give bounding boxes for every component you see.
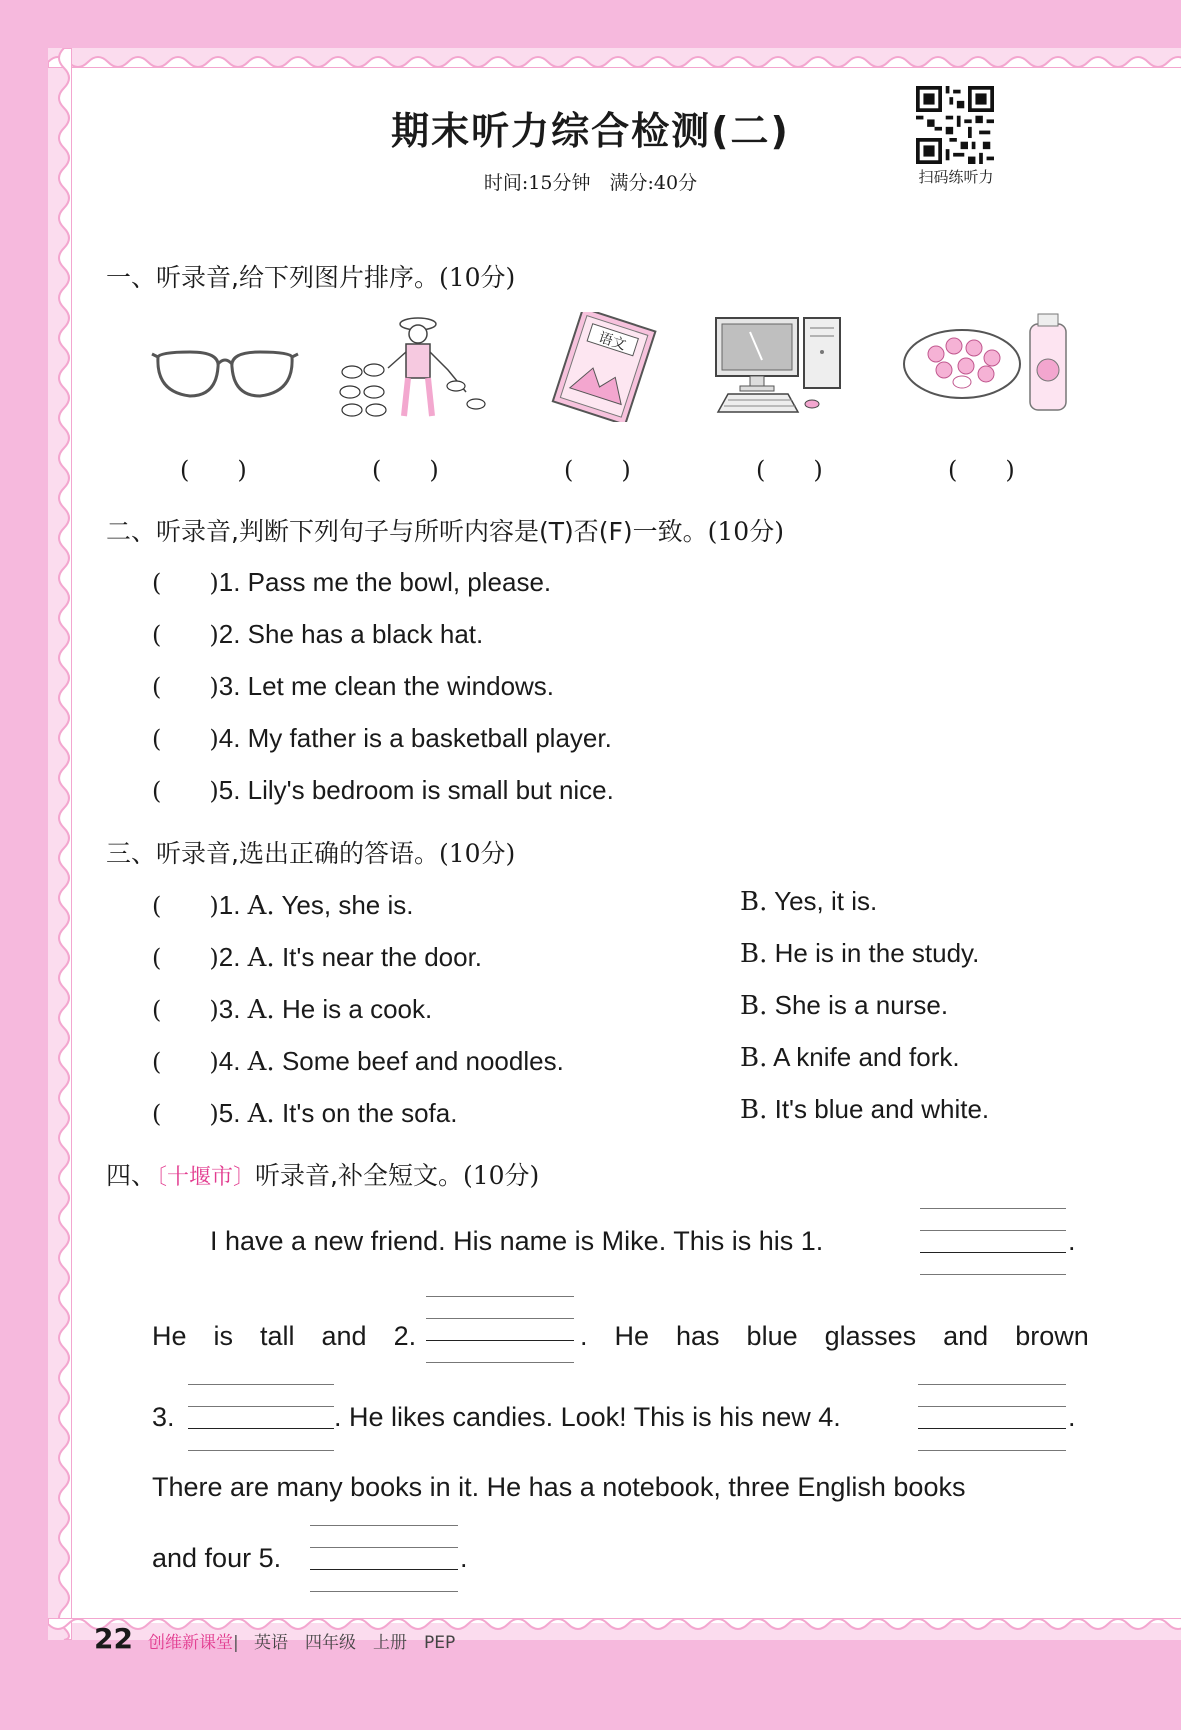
section4-points: (10分) bbox=[462, 1161, 540, 1190]
option-a-letter: A. bbox=[247, 1047, 275, 1077]
answer-blank[interactable]: ( ) bbox=[152, 725, 219, 753]
section4-heading: 四、〔十堰市〕听录音,补全短文。(10分) bbox=[106, 1161, 540, 1190]
passage-line-3b: . He likes candies. Look! This is his new 4. bbox=[334, 1402, 841, 1432]
computer-icon bbox=[714, 312, 854, 422]
answer-blank[interactable]: ( ) bbox=[152, 1100, 219, 1128]
book-cover-text: 语文 bbox=[596, 329, 628, 354]
tf-item: ( )5. Lily's bedroom is small but nice. bbox=[152, 775, 614, 805]
qr-code-icon[interactable] bbox=[916, 86, 994, 164]
answer-line-1[interactable] bbox=[920, 1208, 1066, 1278]
section1-points: (10分) bbox=[438, 263, 516, 292]
option-a-letter: A. bbox=[247, 891, 275, 921]
option-a-letter: A. bbox=[247, 1099, 275, 1129]
period: . bbox=[1068, 1402, 1076, 1432]
wavy-border-left bbox=[46, 48, 72, 1640]
section1-heading bbox=[106, 258, 515, 294]
period: . bbox=[460, 1543, 468, 1573]
option-a-letter: A. bbox=[247, 943, 275, 973]
option-a: It's on the sofa. bbox=[281, 1098, 458, 1128]
answer-blank[interactable]: ( ) bbox=[152, 892, 219, 920]
qr-label: 扫码练听力 bbox=[918, 168, 994, 186]
option-b-letter: B. bbox=[740, 887, 768, 917]
choice-option-b: B. Yes, it is. bbox=[740, 886, 878, 917]
answer-blank[interactable]: ( ) bbox=[152, 944, 219, 972]
passage-line-2b: . He has blue glasses and brown bbox=[580, 1321, 1089, 1351]
section3-title: 三、听录音,选出正确的答语。 bbox=[106, 839, 439, 868]
choice-item: ( )3. A. He is a cook. bbox=[152, 994, 433, 1025]
pic-blank-4[interactable]: ( ) bbox=[756, 456, 823, 484]
option-a: It's near the door. bbox=[281, 942, 483, 972]
answer-line-5[interactable] bbox=[310, 1525, 458, 1595]
option-a: He is a cook. bbox=[281, 994, 433, 1024]
passage-line-3a: 3. bbox=[152, 1402, 175, 1432]
region-tag: 〔十堰市〕 bbox=[156, 1165, 256, 1190]
passage-line-2a: He is tall and 2. bbox=[152, 1321, 417, 1351]
time-score-info: 时间:15分钟 满分:40分 bbox=[483, 172, 698, 194]
choice-item: ( )1. A. Yes, she is. bbox=[152, 890, 414, 921]
farmer-icon bbox=[338, 312, 492, 422]
choice-item: ( )4. A. Some beef and noodles. bbox=[152, 1046, 564, 1077]
pic-blank-2[interactable]: ( ) bbox=[372, 456, 439, 484]
section4-title: 听录音,补全短文。 bbox=[255, 1161, 463, 1190]
pic-blank-1[interactable]: ( ) bbox=[180, 456, 247, 484]
wavy-border-top bbox=[48, 46, 1181, 68]
option-b-letter: B. bbox=[740, 991, 768, 1021]
section3-heading bbox=[106, 834, 515, 870]
book-icon bbox=[548, 312, 664, 422]
pic-blank-5[interactable]: ( ) bbox=[948, 456, 1015, 484]
passage-line-5: and four 5. bbox=[152, 1543, 282, 1573]
answer-line-3[interactable] bbox=[188, 1384, 334, 1454]
answer-blank[interactable]: ( ) bbox=[152, 996, 219, 1024]
brand-name: 创维新课堂| bbox=[148, 1633, 239, 1653]
choice-option-b: B. A knife and fork. bbox=[740, 1042, 960, 1073]
answer-blank[interactable]: ( ) bbox=[152, 673, 219, 701]
passage-line-1: I have a new friend. His name is Mike. This is his 1. bbox=[210, 1226, 824, 1256]
passage-line-4: There are many books in it. He has a notebook, three English books bbox=[152, 1472, 966, 1502]
answer-blank[interactable]: ( ) bbox=[152, 621, 219, 649]
pic-blank-3[interactable]: ( ) bbox=[564, 456, 631, 484]
section2-points: (10分) bbox=[707, 517, 784, 546]
section2-title: 二、听录音,判断下列句子与所听内容是(T)否(F)一致。 bbox=[106, 517, 708, 546]
choice-option-b: B. She is a nurse. bbox=[740, 990, 949, 1021]
period: . bbox=[1068, 1226, 1076, 1256]
option-b-letter: B. bbox=[740, 1043, 768, 1073]
glasses-icon bbox=[150, 312, 300, 422]
tf-item: ( )2. She has a black hat. bbox=[152, 619, 484, 649]
food-icon bbox=[900, 312, 1080, 422]
answer-line-2[interactable] bbox=[426, 1296, 574, 1366]
choice-item: ( )5. A. It's on the sofa. bbox=[152, 1098, 458, 1129]
option-a: Yes, she is. bbox=[281, 890, 414, 920]
option-a: Some beef and noodles. bbox=[281, 1046, 564, 1076]
tf-item: ( )4. My father is a basketball player. bbox=[152, 723, 612, 753]
answer-blank[interactable]: ( ) bbox=[152, 777, 219, 805]
answer-blank[interactable]: ( ) bbox=[152, 569, 219, 597]
answer-blank[interactable]: ( ) bbox=[152, 1048, 219, 1076]
choice-option-b: B. He is in the study. bbox=[740, 938, 980, 969]
section1-title: 一、听录音,给下列图片排序。 bbox=[106, 263, 439, 292]
choice-item: ( )2. A. It's near the door. bbox=[152, 942, 483, 973]
option-a-letter: A. bbox=[247, 995, 275, 1025]
option-b-letter: B. bbox=[740, 1095, 768, 1125]
page-number: 22 bbox=[94, 1622, 133, 1655]
section2-heading bbox=[106, 512, 784, 548]
page-title: 期末听力综合检测(二) bbox=[391, 109, 790, 153]
section3-points: (10分) bbox=[438, 839, 516, 868]
tf-item: ( )1. Pass me the bowl, please. bbox=[152, 567, 552, 597]
book-info: 英语 四年级 上册 PEP bbox=[254, 1633, 456, 1653]
option-b-letter: B. bbox=[740, 939, 768, 969]
answer-line-4[interactable] bbox=[918, 1384, 1066, 1454]
choice-option-b: B. It's blue and white. bbox=[740, 1094, 990, 1125]
tf-item: ( )3. Let me clean the windows. bbox=[152, 671, 555, 701]
